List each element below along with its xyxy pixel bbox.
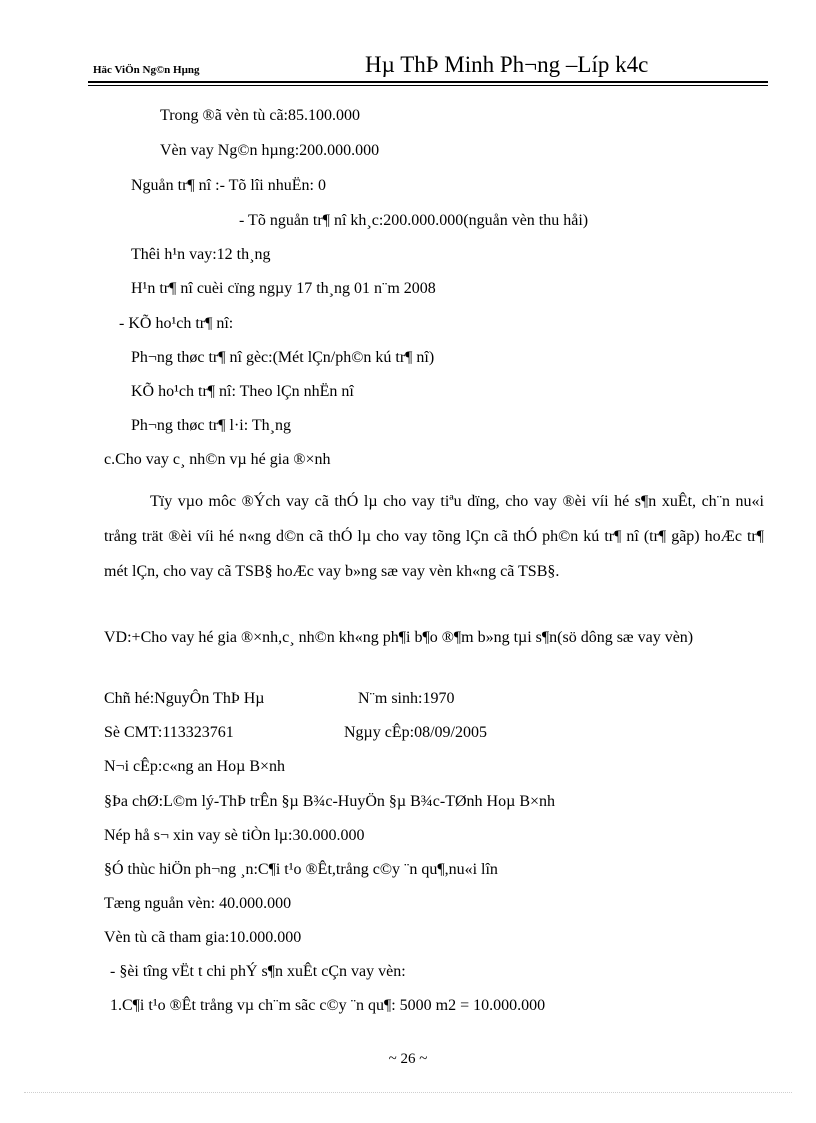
text-line: Nguån tr¶ nî :- Tõ lîi nhuËn: 0 bbox=[131, 177, 326, 194]
text-line: Vèn vay Ng©n hµng:200.000.000 bbox=[160, 142, 380, 159]
text-line: Sè CMT:113323761 bbox=[104, 724, 234, 741]
text-line: Vèn tù cã tham gia:10.000.000 bbox=[104, 929, 302, 946]
text-line: - KÕ ho¹ch tr¶ nî: bbox=[119, 315, 234, 332]
text-line: §Ó thùc hiÖn ph¬ng ¸n:C¶i t¹o ®Êt,trång c©y ¨n qu¶,nu«i lîn bbox=[104, 861, 498, 878]
text-line: Ngµy cÊp:08/09/2005 bbox=[344, 724, 487, 741]
text-line: Tæng nguån vèn: 40.000.000 bbox=[104, 895, 292, 912]
paragraph: Tïy vµo môc ®Ých vay cã thÓ lµ cho vay tiªu dïng, cho vay ®èi víi hé s¶n xuÊt, ch¨n nu«i trång trät ®èi víi hé n«ng d©n cã thÓ lµ cho vay tõng lÇn cã thÓ ph©n kú tr¶ nî (tr¶ gãp) hoÆc tr¶ mét lÇn, cho vay cã TSB§ hoÆc vay b»ng sæ vay vèn kh«ng cã TSB§. bbox=[104, 493, 764, 580]
paragraph: VD:+Cho vay hé gia ®×nh,c¸ nh©n kh«ng ph¶i b¶o ®¶m b»ng tµi s¶n(sö dông sæ vay vèn) bbox=[104, 629, 694, 646]
header-author: Hµ ThÞ Minh Ph¬ng –Líp k4c bbox=[365, 52, 649, 77]
text-line: N¨m sinh:1970 bbox=[358, 690, 455, 707]
text-line: Ph¬ng thøc tr¶ nî gèc:(Mét lÇn/ph©n kú tr¶ nî) bbox=[131, 349, 435, 366]
header-rule-thick bbox=[88, 81, 768, 83]
text-line: N¬i cÊp:c«ng an Hoµ B×nh bbox=[104, 758, 286, 775]
text-line: H¹n tr¶ nî cuèi cïng ngµy 17 th¸ng 01 n¨m 2008 bbox=[131, 280, 436, 297]
header-rule-thin bbox=[88, 85, 768, 86]
header-institution: Häc ViÖn Ng©n Hµng bbox=[93, 64, 200, 76]
page-number: ~ 26 ~ bbox=[388, 1051, 428, 1067]
footer-rule bbox=[24, 1092, 792, 1093]
text-line: KÕ ho¹ch tr¶ nî: Theo lÇn nhËn nî bbox=[131, 383, 354, 400]
text-line: Ph¬ng thøc tr¶ l·i: Th¸ng bbox=[131, 417, 291, 434]
text-line: - §èi tîng vËt t chi phÝ s¶n xuÊt cÇn vay vèn: bbox=[110, 963, 406, 980]
text-line: Nép hå s¬ xin vay sè tiÒn lµ:30.000.000 bbox=[104, 827, 365, 844]
text-line: §Þa chØ:L©m lý-ThÞ trÊn §µ B¾c-HuyÖn §µ B¾c-TØnh Hoµ B×nh bbox=[104, 793, 556, 810]
text-line: Thêi h¹n vay:12 th¸ng bbox=[131, 246, 271, 263]
text-line: - Tõ nguån tr¶ nî kh¸c:200.000.000(nguån vèn thu håi) bbox=[239, 212, 589, 229]
text-line: 1.C¶i t¹o ®Êt trång vµ ch¨m sãc c©y ¨n qu¶: 5000 m2 = 10.000.000 bbox=[110, 997, 546, 1014]
text-line: Trong ®ã vèn tù cã:85.100.000 bbox=[160, 107, 360, 124]
text-line: Chñ hé:NguyÔn ThÞ Hµ bbox=[104, 690, 265, 707]
section-heading: c.Cho vay c¸ nh©n vµ hé gia ®×nh bbox=[104, 451, 331, 468]
